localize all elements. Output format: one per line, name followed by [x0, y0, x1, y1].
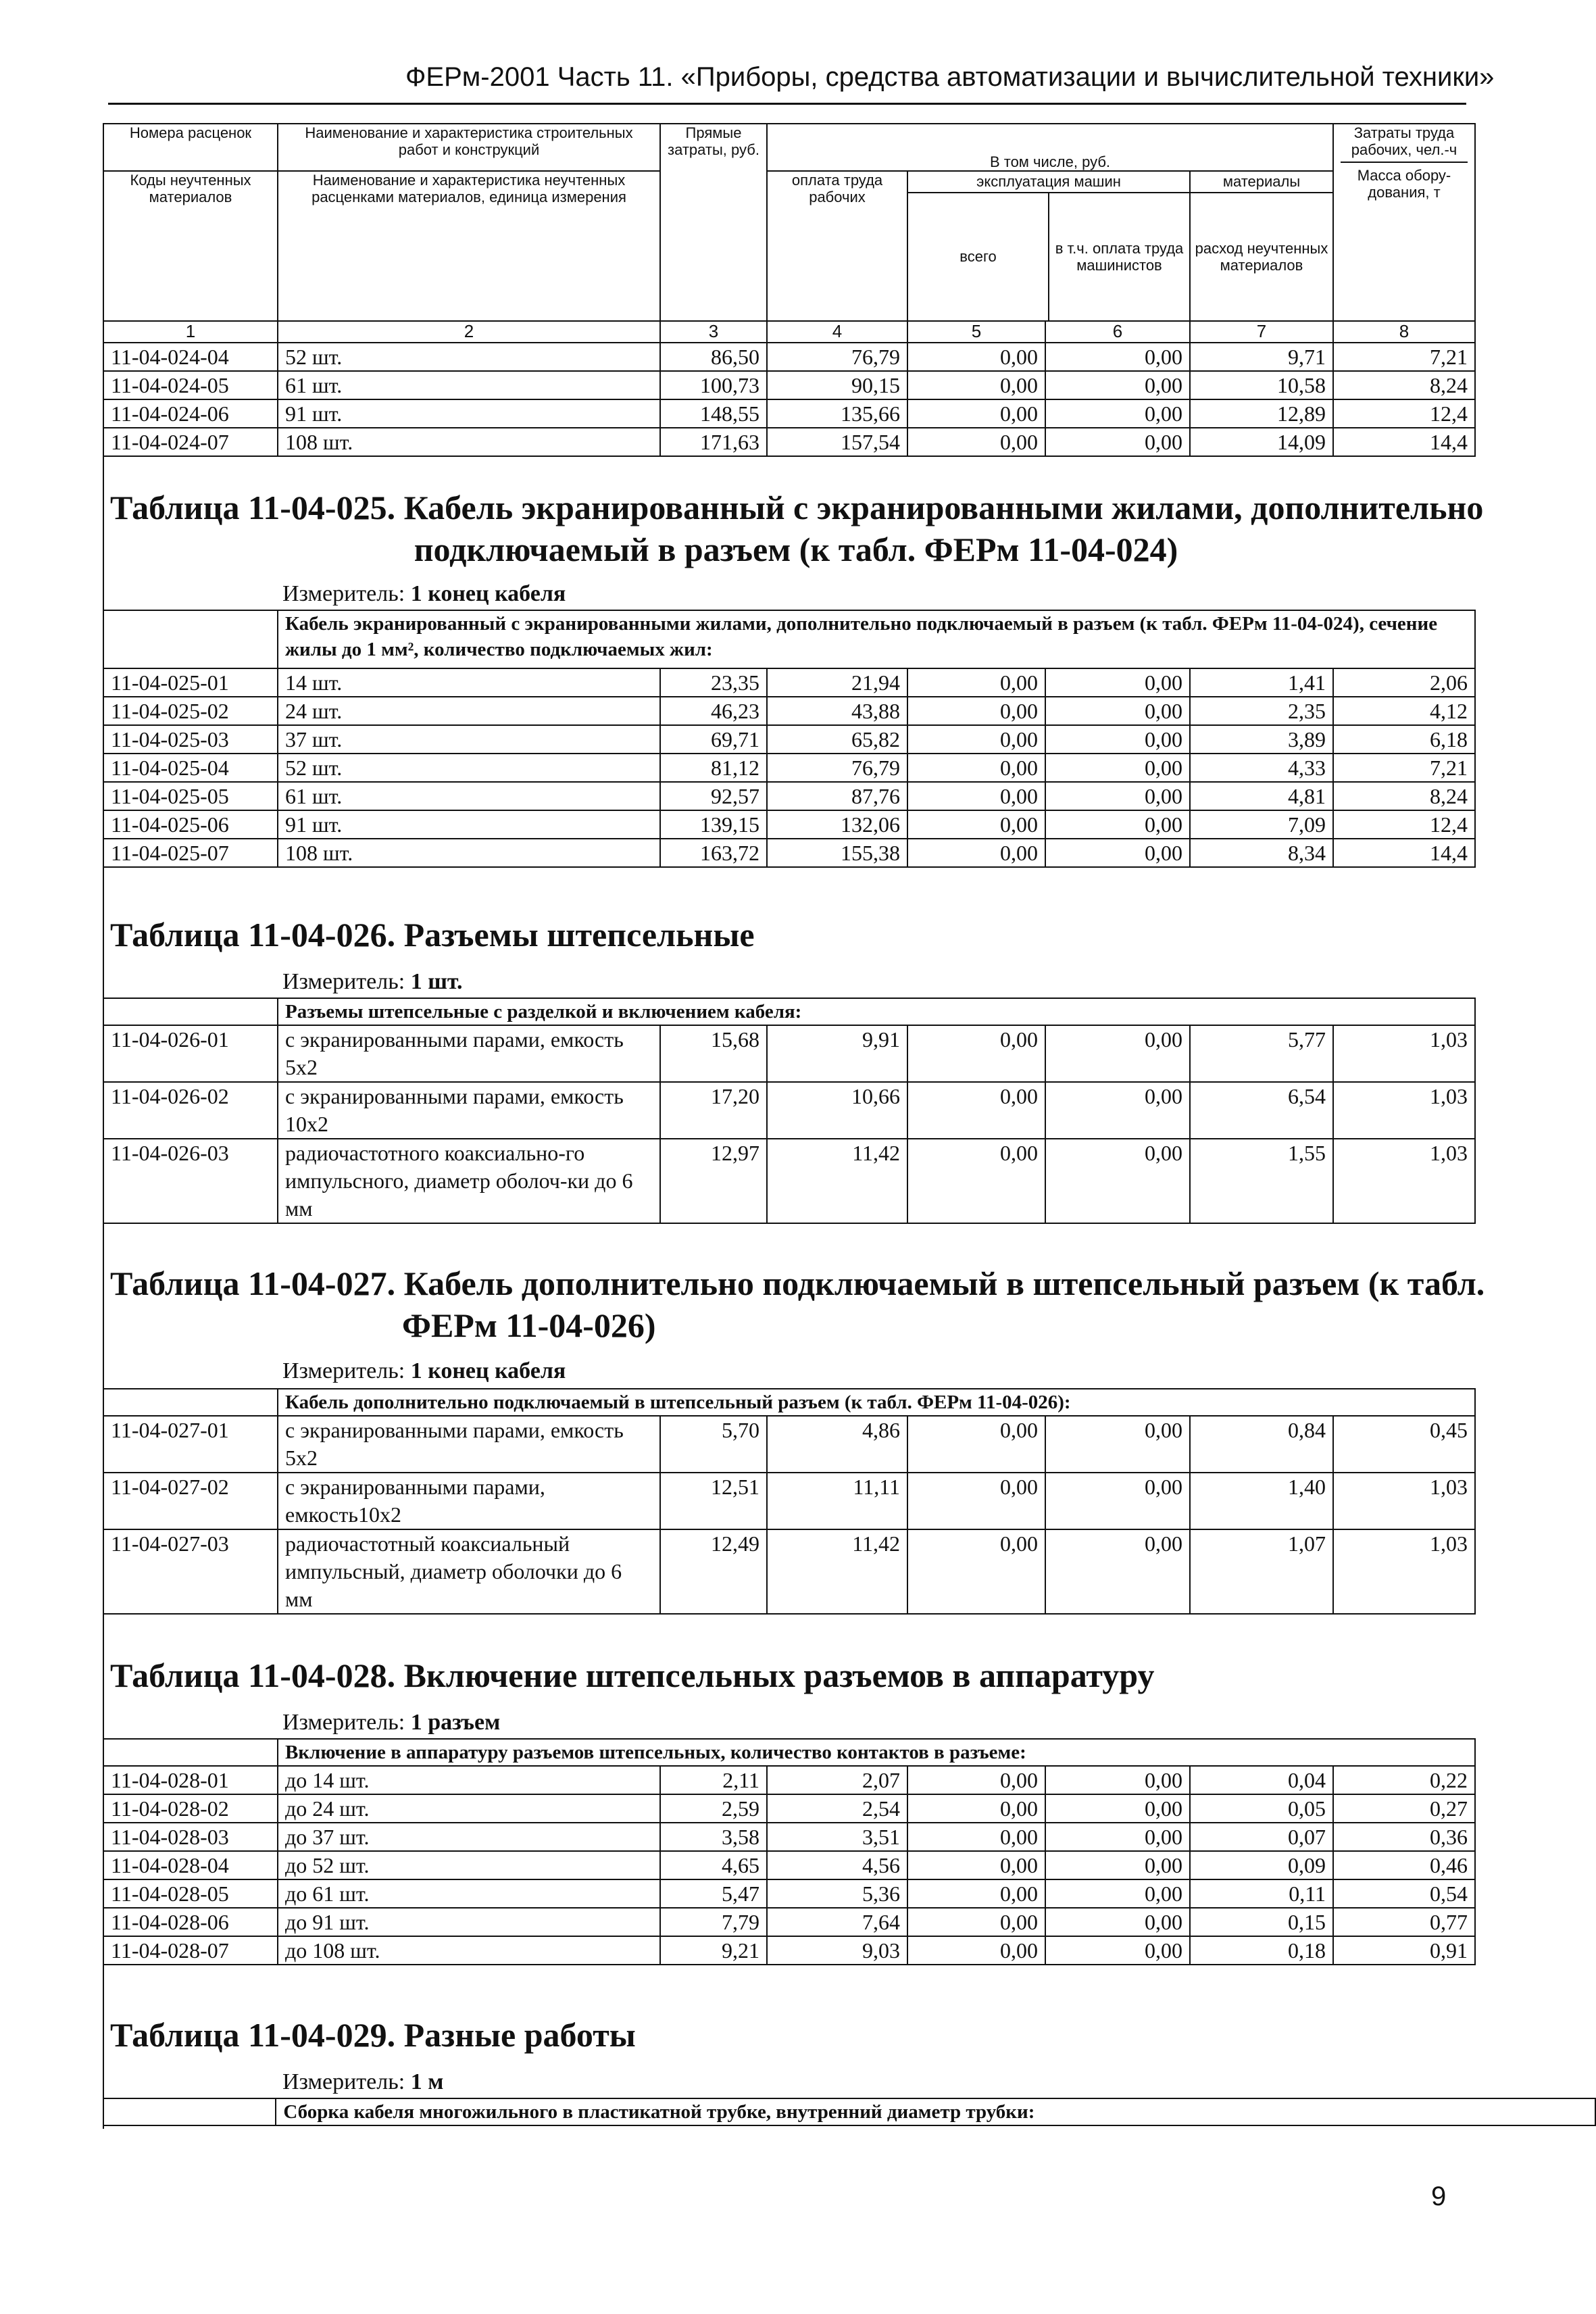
- table-row: [103, 725, 1475, 754]
- running-head: ФЕРм-2001 Часть 11. «Приборы, средства автоматизации и вычислительной техники»: [405, 62, 1495, 92]
- machines-total: 0,00: [907, 1139, 1045, 1223]
- measure-value: 1 м: [410, 2069, 444, 2094]
- direct-cost: 100,73: [660, 371, 767, 399]
- rate-code: 11-04-028-06: [103, 1908, 278, 1936]
- machines-total: 0,00: [907, 1766, 1045, 1794]
- table-026-subheader: Разъемы штепсельные с разделкой и включением кабеля:: [278, 998, 1475, 1025]
- table-025: [103, 610, 1476, 868]
- header-c7: расход неучтенных материалов: [1195, 239, 1328, 274]
- labor-hours: 6,18: [1333, 725, 1475, 754]
- header-c6: в т.ч. оплата труда машинистов: [1055, 239, 1184, 274]
- col-num: 5: [907, 321, 1045, 343]
- operators-pay: 0,00: [1045, 1025, 1190, 1082]
- machines-total: 0,00: [907, 1473, 1045, 1529]
- labor-hours: 0,22: [1333, 1766, 1475, 1794]
- labor-hours: 0,77: [1333, 1908, 1475, 1936]
- header-c4: оплата труда рабочих: [767, 171, 907, 321]
- table-027-title: [110, 1262, 1596, 1346]
- table-row: [103, 1908, 1475, 1936]
- table-025-title: [110, 487, 1483, 570]
- labor-hours: 12,4: [1333, 399, 1475, 428]
- measure-label: Измеритель:: [282, 1358, 405, 1383]
- machines-total: 0,00: [907, 1416, 1045, 1473]
- table-026-title: Таблица 11-04-026. Разъемы штепсельные: [110, 916, 755, 954]
- materials-cost: 0,11: [1190, 1879, 1333, 1908]
- header-group: В том числе, руб.: [767, 124, 1333, 171]
- table-028: [103, 1738, 1476, 1965]
- labor-hours: 1,03: [1333, 1139, 1475, 1223]
- direct-cost: 81,12: [660, 754, 767, 782]
- materials-cost: 0,84: [1190, 1416, 1333, 1473]
- col-num: 3: [660, 321, 767, 343]
- measure-value: 1 шт.: [410, 969, 463, 994]
- table-row: [103, 1851, 1475, 1879]
- rate-code: 11-04-025-04: [103, 754, 278, 782]
- table-027-subheader: Кабель дополнительно подключаемый в штепсельный разъем (к табл. ФЕРм 11-04-026):: [278, 1389, 1475, 1416]
- materials-cost: 0,18: [1190, 1936, 1333, 1965]
- table-row: [103, 668, 1475, 697]
- labor-hours: 0,54: [1333, 1879, 1475, 1908]
- work-description: до 108 шт.: [278, 1936, 660, 1965]
- table-027: [103, 1388, 1476, 1615]
- header-machines-sub: [908, 193, 1189, 320]
- col-num: 7: [1190, 321, 1333, 343]
- materials-cost: 12,89: [1190, 399, 1333, 428]
- work-description: до 24 шт.: [278, 1794, 660, 1823]
- labor-pay: 11,11: [767, 1473, 907, 1529]
- labor-hours: 1,03: [1333, 1082, 1475, 1139]
- direct-cost: 23,35: [660, 668, 767, 697]
- measure-label: Измеритель:: [282, 581, 405, 606]
- labor-hours: 8,24: [1333, 782, 1475, 810]
- rate-code: 11-04-025-03: [103, 725, 278, 754]
- operators-pay: 0,00: [1045, 810, 1190, 839]
- work-description: 61 шт.: [278, 782, 660, 810]
- direct-cost: 2,11: [660, 1766, 767, 1794]
- labor-pay: 21,94: [767, 668, 907, 697]
- work-description: радиочастотный коаксиальный импульсный, диаметр оболочки до 6 мм: [278, 1529, 660, 1614]
- labor-hours: 12,4: [1333, 810, 1475, 839]
- table-row: [103, 1766, 1475, 1794]
- operators-pay: 0,00: [1045, 1936, 1190, 1965]
- materials-cost: 5,77: [1190, 1025, 1333, 1082]
- materials-cost: 6,54: [1190, 1082, 1333, 1139]
- table-row: [103, 782, 1475, 810]
- direct-cost: 46,23: [660, 697, 767, 725]
- work-description: 91 шт.: [278, 399, 660, 428]
- table-row: [103, 428, 1475, 456]
- table-027-body: [103, 1416, 1475, 1614]
- machines-total: 0,00: [907, 371, 1045, 399]
- work-description: 52 шт.: [278, 343, 660, 371]
- labor-pay: 90,15: [767, 371, 907, 399]
- direct-cost: 15,68: [660, 1025, 767, 1082]
- rate-code: 11-04-027-03: [103, 1529, 278, 1614]
- machines-total: 0,00: [907, 1851, 1045, 1879]
- direct-cost: 69,71: [660, 725, 767, 754]
- materials-cost: 1,41: [1190, 668, 1333, 697]
- subheader-blank: [103, 2098, 276, 2125]
- work-description: до 37 шт.: [278, 1823, 660, 1851]
- col-num: 2: [278, 321, 660, 343]
- table-028-measure: [282, 1710, 500, 1736]
- machines-total: 0,00: [907, 725, 1045, 754]
- rate-code: 11-04-027-02: [103, 1473, 278, 1529]
- labor-pay: 11,42: [767, 1529, 907, 1614]
- materials-cost: 9,71: [1190, 343, 1333, 371]
- operators-pay: 0,00: [1045, 1823, 1190, 1851]
- labor-pay: 2,54: [767, 1794, 907, 1823]
- materials-cost: 0,09: [1190, 1851, 1333, 1879]
- header-c8-bottom: Масса обору-дования, т: [1357, 166, 1451, 201]
- table-028-body: [103, 1766, 1475, 1965]
- materials-cost: 10,58: [1190, 371, 1333, 399]
- labor-pay: 4,56: [767, 1851, 907, 1879]
- labor-pay: 132,06: [767, 810, 907, 839]
- labor-hours: 2,06: [1333, 668, 1475, 697]
- header-c2-top: Наименование и характеристика строительных работ и конструкций: [278, 124, 660, 171]
- work-description: до 52 шт.: [278, 1851, 660, 1879]
- table-026: [103, 998, 1476, 1224]
- materials-cost: 4,81: [1190, 782, 1333, 810]
- table-row: [103, 1416, 1475, 1473]
- materials-cost: 8,34: [1190, 839, 1333, 867]
- labor-pay: 5,36: [767, 1879, 907, 1908]
- labor-hours: 14,4: [1333, 839, 1475, 867]
- operators-pay: 0,00: [1045, 1908, 1190, 1936]
- direct-cost: 163,72: [660, 839, 767, 867]
- operators-pay: 0,00: [1045, 839, 1190, 867]
- labor-pay: 155,38: [767, 839, 907, 867]
- table-row: [103, 697, 1475, 725]
- operators-pay: 0,00: [1045, 343, 1190, 371]
- subheader-blank: [103, 998, 278, 1025]
- table-029: [103, 2098, 1596, 2126]
- direct-cost: 86,50: [660, 343, 767, 371]
- table-row: [103, 810, 1475, 839]
- operators-pay: 0,00: [1045, 399, 1190, 428]
- operators-pay: 0,00: [1045, 371, 1190, 399]
- direct-cost: 3,58: [660, 1823, 767, 1851]
- direct-cost: 4,65: [660, 1851, 767, 1879]
- machines-total: 0,00: [907, 754, 1045, 782]
- operators-pay: 0,00: [1045, 1879, 1190, 1908]
- labor-pay: 87,76: [767, 782, 907, 810]
- table-025-body: [103, 668, 1475, 867]
- labor-hours: 0,91: [1333, 1936, 1475, 1965]
- operators-pay: 0,00: [1045, 1416, 1190, 1473]
- operators-pay: 0,00: [1045, 1794, 1190, 1823]
- work-description: с экранированными парами, емкость10х2: [278, 1473, 660, 1529]
- work-description: 61 шт.: [278, 371, 660, 399]
- labor-pay: 157,54: [767, 428, 907, 456]
- measure-label: Измеритель:: [282, 1710, 405, 1735]
- table-025-subheader: Кабель экранированный с экранированными жилами, дополнительно подключаемый в разъем (к табл. ФЕРм 11-04-024), сечение жилы до 1 мм², количество подключаемых жил:: [278, 610, 1475, 668]
- subheader-blank: [103, 1389, 278, 1416]
- machines-total: 0,00: [907, 1794, 1045, 1823]
- rate-code: 11-04-024-06: [103, 399, 278, 428]
- rate-code: 11-04-028-01: [103, 1766, 278, 1794]
- labor-hours: 0,46: [1333, 1851, 1475, 1879]
- machines-total: 0,00: [907, 839, 1045, 867]
- operators-pay: 0,00: [1045, 668, 1190, 697]
- materials-cost: 0,04: [1190, 1766, 1333, 1794]
- table-row: [103, 1879, 1475, 1908]
- labor-pay: 9,03: [767, 1936, 907, 1965]
- materials-cost: 14,09: [1190, 428, 1333, 456]
- header-c8: [1333, 124, 1475, 321]
- work-description: радиочастотного коаксиально-го импульсного, диаметр оболоч-ки до 6 мм: [278, 1139, 660, 1223]
- machines-total: 0,00: [907, 1082, 1045, 1139]
- machines-total: 0,00: [907, 810, 1045, 839]
- table-029-title: Таблица 11-04-029. Разные работы: [110, 2016, 636, 2054]
- labor-hours: 1,03: [1333, 1529, 1475, 1614]
- labor-pay: 76,79: [767, 754, 907, 782]
- work-description: с экранированными парами, емкость 5х2: [278, 1025, 660, 1082]
- measure-label: Измеритель:: [282, 969, 405, 994]
- labor-hours: 0,36: [1333, 1823, 1475, 1851]
- header-c8-top: Затраты труда рабочих, чел.-ч: [1341, 124, 1468, 163]
- table-025-title-line1: Таблица 11-04-025. Кабель экранированный с экранированными жилами, дополнительно: [110, 489, 1484, 526]
- table-row: [103, 399, 1475, 428]
- labor-hours: 14,4: [1333, 428, 1475, 456]
- rate-code: 11-04-025-02: [103, 697, 278, 725]
- header-c2-bottom: Наименование и характеристика неучтенных расценками материалов, единица измерения: [278, 171, 660, 321]
- rate-code: 11-04-026-03: [103, 1139, 278, 1223]
- operators-pay: 0,00: [1045, 1851, 1190, 1879]
- direct-cost: 17,20: [660, 1082, 767, 1139]
- materials-cost: 2,35: [1190, 697, 1333, 725]
- subheader-blank: [103, 1739, 278, 1766]
- rate-code: 11-04-028-05: [103, 1879, 278, 1908]
- machines-total: 0,00: [907, 697, 1045, 725]
- work-description: 108 шт.: [278, 428, 660, 456]
- materials-cost: 0,15: [1190, 1908, 1333, 1936]
- machines-total: 0,00: [907, 1879, 1045, 1908]
- table-029-measure: [282, 2069, 443, 2095]
- table-028-subheader: Включение в аппаратуру разъемов штепсельных, количество контактов в разъеме:: [278, 1739, 1475, 1766]
- table-row: [103, 371, 1475, 399]
- materials-cost: 7,09: [1190, 810, 1333, 839]
- table-027-title-line2: ФЕРм 11-04-026): [402, 1306, 656, 1344]
- table-row: [103, 1936, 1475, 1965]
- labor-hours: 7,21: [1333, 754, 1475, 782]
- materials-cost: 3,89: [1190, 725, 1333, 754]
- col-num: 6: [1045, 321, 1190, 343]
- operators-pay: 0,00: [1045, 725, 1190, 754]
- machines-total: 0,00: [907, 668, 1045, 697]
- rate-code: 11-04-028-04: [103, 1851, 278, 1879]
- rate-code: 11-04-028-02: [103, 1794, 278, 1823]
- header-machines: эксплуатация машин: [908, 172, 1189, 193]
- table-row: [103, 1025, 1475, 1082]
- work-description: до 91 шт.: [278, 1908, 660, 1936]
- labor-hours: 1,03: [1333, 1025, 1475, 1082]
- materials-cost: 1,07: [1190, 1529, 1333, 1614]
- rate-code: 11-04-024-07: [103, 428, 278, 456]
- operators-pay: 0,00: [1045, 782, 1190, 810]
- machines-total: 0,00: [907, 343, 1045, 371]
- left-frame-line: [103, 446, 104, 2129]
- rate-code: 11-04-024-05: [103, 371, 278, 399]
- header-materials: материалы: [1191, 172, 1332, 193]
- measure-value: 1 конец кабеля: [410, 581, 566, 606]
- rate-code: 11-04-025-07: [103, 839, 278, 867]
- work-description: 14 шт.: [278, 668, 660, 697]
- labor-pay: 76,79: [767, 343, 907, 371]
- direct-cost: 148,55: [660, 399, 767, 428]
- operators-pay: 0,00: [1045, 697, 1190, 725]
- work-description: до 14 шт.: [278, 1766, 660, 1794]
- labor-hours: 7,21: [1333, 343, 1475, 371]
- rate-code: 11-04-024-04: [103, 343, 278, 371]
- materials-cost: 0,05: [1190, 1794, 1333, 1823]
- operators-pay: 0,00: [1045, 1139, 1190, 1223]
- work-description: с экранированными парами, емкость 10х2: [278, 1082, 660, 1139]
- direct-cost: 139,15: [660, 810, 767, 839]
- labor-pay: 9,91: [767, 1025, 907, 1082]
- labor-hours: 0,45: [1333, 1416, 1475, 1473]
- direct-cost: 2,59: [660, 1794, 767, 1823]
- header-materials-group: [1190, 171, 1333, 321]
- labor-hours: 8,24: [1333, 371, 1475, 399]
- labor-pay: 7,64: [767, 1908, 907, 1936]
- table-027-title-line1: Таблица 11-04-027. Кабель дополнительно подключаемый в штепсельный разъем (к табл.: [110, 1264, 1485, 1302]
- table-024-body: [103, 343, 1475, 456]
- table-row: [103, 1082, 1475, 1139]
- table-row: [103, 343, 1475, 371]
- direct-cost: 5,70: [660, 1416, 767, 1473]
- machines-total: 0,00: [907, 1025, 1045, 1082]
- header-c3: Прямые затраты, руб.: [660, 124, 767, 321]
- col-num: 1: [103, 321, 278, 343]
- operators-pay: 0,00: [1045, 1766, 1190, 1794]
- machines-total: 0,00: [907, 399, 1045, 428]
- table-row: [103, 1823, 1475, 1851]
- rate-code: 11-04-026-02: [103, 1082, 278, 1139]
- rate-code: 11-04-028-03: [103, 1823, 278, 1851]
- materials-cost: 1,55: [1190, 1139, 1333, 1223]
- table-row: [103, 1794, 1475, 1823]
- materials-cost: 1,40: [1190, 1473, 1333, 1529]
- table-row: [103, 1473, 1475, 1529]
- header-and-table-024: [103, 123, 1476, 457]
- direct-cost: 7,79: [660, 1908, 767, 1936]
- work-description: с экранированными парами, емкость 5х2: [278, 1416, 660, 1473]
- operators-pay: 0,00: [1045, 428, 1190, 456]
- work-description: 37 шт.: [278, 725, 660, 754]
- work-description: 108 шт.: [278, 839, 660, 867]
- table-026-measure: [282, 969, 463, 995]
- operators-pay: 0,00: [1045, 754, 1190, 782]
- table-row: [103, 754, 1475, 782]
- table-025-measure: [282, 581, 566, 607]
- measure-label: Измеритель:: [282, 2069, 405, 2094]
- rate-code: 11-04-028-07: [103, 1936, 278, 1965]
- machines-total: 0,00: [907, 782, 1045, 810]
- machines-total: 0,00: [907, 428, 1045, 456]
- rate-code: 11-04-025-01: [103, 668, 278, 697]
- materials-cost: 4,33: [1190, 754, 1333, 782]
- table-029-subheader: Сборка кабеля многожильного в пластикатной трубке, внутренний диаметр трубки:: [276, 2098, 1595, 2125]
- operators-pay: 0,00: [1045, 1473, 1190, 1529]
- direct-cost: 5,47: [660, 1879, 767, 1908]
- labor-pay: 3,51: [767, 1823, 907, 1851]
- labor-hours: 1,03: [1333, 1473, 1475, 1529]
- direct-cost: 12,97: [660, 1139, 767, 1223]
- work-description: 91 шт.: [278, 810, 660, 839]
- labor-pay: 65,82: [767, 725, 907, 754]
- header-c1-bottom: Коды неучтенных материалов: [103, 171, 278, 321]
- header-c1-top: Номера расценок: [103, 124, 278, 171]
- table-row: [103, 1529, 1475, 1614]
- machines-total: 0,00: [907, 1936, 1045, 1965]
- direct-cost: 9,21: [660, 1936, 767, 1965]
- table-row: [103, 1139, 1475, 1223]
- rate-code: 11-04-027-01: [103, 1416, 278, 1473]
- work-description: 52 шт.: [278, 754, 660, 782]
- table-026-body: [103, 1025, 1475, 1223]
- rate-code: 11-04-025-05: [103, 782, 278, 810]
- labor-pay: 135,66: [767, 399, 907, 428]
- measure-value: 1 разъем: [410, 1710, 501, 1735]
- labor-hours: 4,12: [1333, 697, 1475, 725]
- work-description: 24 шт.: [278, 697, 660, 725]
- direct-cost: 12,51: [660, 1473, 767, 1529]
- header-machines-group: [907, 171, 1190, 321]
- table-row: [103, 839, 1475, 867]
- rate-code: 11-04-026-01: [103, 1025, 278, 1082]
- rate-code: 11-04-025-06: [103, 810, 278, 839]
- direct-cost: 92,57: [660, 782, 767, 810]
- col-num: 4: [767, 321, 907, 343]
- measure-value: 1 конец кабеля: [410, 1358, 566, 1383]
- page-number: 9: [1431, 2182, 1447, 2211]
- work-description: до 61 шт.: [278, 1879, 660, 1908]
- table-025-title-line2: подключаемый в разъем (к табл. ФЕРм 11-04-024): [414, 531, 1178, 568]
- labor-hours: 0,27: [1333, 1794, 1475, 1823]
- subheader-blank: [103, 610, 278, 668]
- running-head-rule: [108, 103, 1466, 105]
- labor-pay: 2,07: [767, 1766, 907, 1794]
- operators-pay: 0,00: [1045, 1529, 1190, 1614]
- col-num: 8: [1333, 321, 1475, 343]
- header-c5: всего: [908, 193, 1049, 320]
- machines-total: 0,00: [907, 1529, 1045, 1614]
- materials-cost: 0,07: [1190, 1823, 1333, 1851]
- labor-pay: 4,86: [767, 1416, 907, 1473]
- labor-pay: 10,66: [767, 1082, 907, 1139]
- table-027-measure: [282, 1358, 566, 1384]
- direct-cost: 12,49: [660, 1529, 767, 1614]
- operators-pay: 0,00: [1045, 1082, 1190, 1139]
- machines-total: 0,00: [907, 1823, 1045, 1851]
- direct-cost: 171,63: [660, 428, 767, 456]
- machines-total: 0,00: [907, 1908, 1045, 1936]
- table-028-title: Таблица 11-04-028. Включение штепсельных разъемов в аппаратуру: [110, 1656, 1155, 1694]
- labor-pay: 11,42: [767, 1139, 907, 1223]
- labor-pay: 43,88: [767, 697, 907, 725]
